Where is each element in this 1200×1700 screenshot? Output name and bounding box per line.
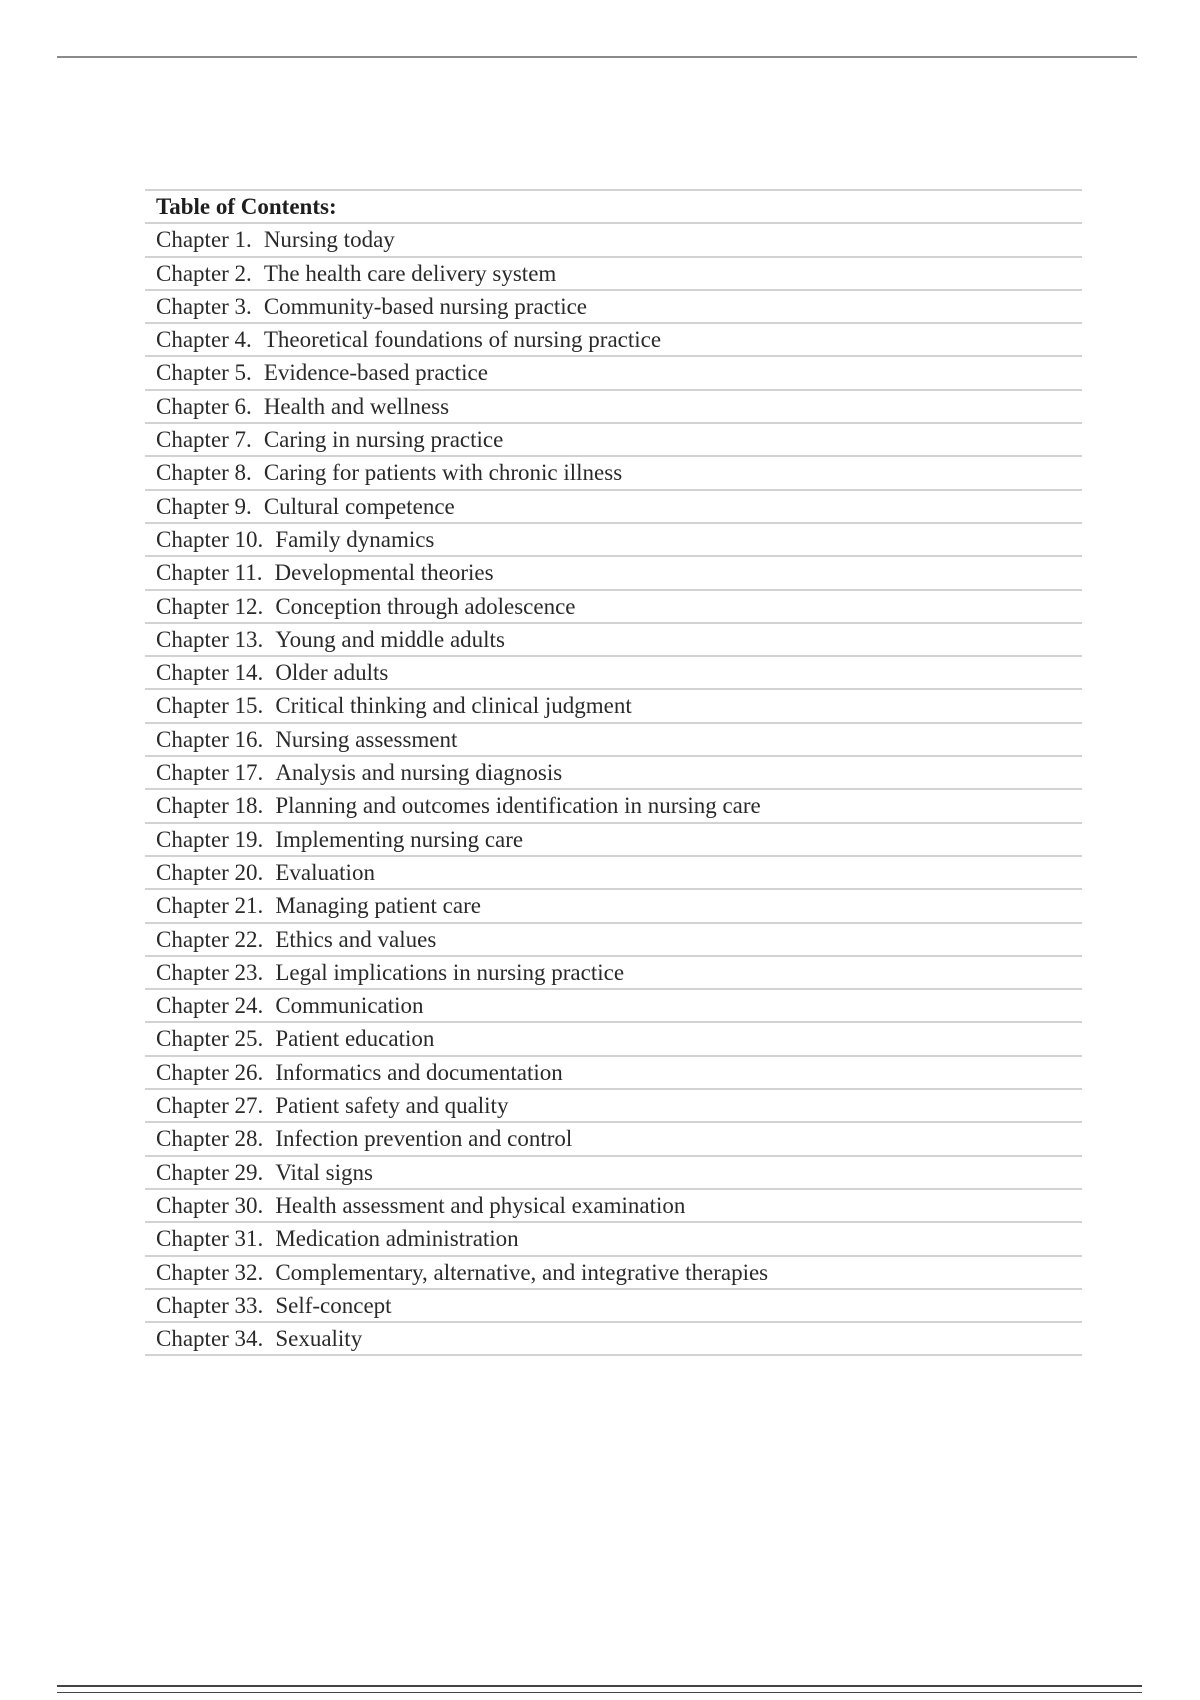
chapter-title: Informatics and documentation	[275, 1059, 563, 1085]
chapter-number: Chapter 33.	[156, 1292, 264, 1318]
toc-chapter-row	[145, 491, 1082, 524]
footer-rule-thin	[57, 1692, 1142, 1693]
toc-chapter-list	[145, 224, 1082, 1356]
chapter-title: Health and wellness	[263, 393, 450, 419]
footer-rule	[57, 1685, 1142, 1687]
toc-chapter-row	[145, 224, 1082, 257]
chapter-number: Chapter 16.	[156, 726, 264, 752]
chapter-number: Chapter 4.	[156, 327, 252, 353]
toc-chapter-row	[145, 324, 1082, 357]
toc-chapter-row	[145, 291, 1082, 324]
toc-chapter-row	[145, 1057, 1082, 1090]
toc-chapter-row	[145, 690, 1082, 723]
chapter-number: Chapter 7.	[156, 427, 252, 453]
chapter-number: Chapter 19.	[156, 826, 264, 852]
chapter-number: Chapter 9.	[156, 493, 252, 519]
chapter-title: Nursing assessment	[275, 726, 458, 752]
chapter-title: Patient education	[275, 1026, 435, 1052]
chapter-title: Analysis and nursing diagnosis	[275, 760, 563, 786]
toc-chapter-row	[145, 424, 1082, 457]
toc-chapter-row	[145, 457, 1082, 490]
chapter-title: Theoretical foundations of nursing practice	[263, 327, 662, 353]
toc-chapter-row	[145, 824, 1082, 857]
chapter-title: Critical thinking and clinical judgment	[275, 693, 632, 719]
chapter-number: Chapter 25.	[156, 1026, 264, 1052]
toc-chapter-row	[145, 990, 1082, 1023]
chapter-number: Chapter 14.	[156, 660, 264, 686]
chapter-title: Cultural competence	[263, 493, 455, 519]
chapter-number: Chapter 11.	[156, 560, 263, 586]
chapter-title: Ethics and values	[275, 926, 437, 952]
toc-chapter-row	[145, 790, 1082, 823]
chapter-title: Infection prevention and control	[275, 1126, 573, 1152]
chapter-number: Chapter 24.	[156, 993, 264, 1019]
chapter-title: Self-concept	[275, 1292, 392, 1318]
chapter-title: Planning and outcomes identification in nursing care	[275, 793, 761, 819]
toc-chapter-row	[145, 657, 1082, 690]
chapter-number: Chapter 1.	[156, 227, 252, 253]
chapter-title: Family dynamics	[275, 526, 435, 552]
chapter-title: Evaluation	[275, 859, 375, 885]
chapter-title: Developmental theories	[274, 560, 494, 586]
chapter-number: Chapter 6.	[156, 393, 252, 419]
chapter-title: Medication administration	[275, 1226, 519, 1252]
chapter-number: Chapter 22.	[156, 926, 264, 952]
toc-chapter-row	[145, 1123, 1082, 1156]
chapter-number: Chapter 32.	[156, 1259, 264, 1285]
toc-chapter-row	[145, 524, 1082, 557]
toc-heading: Table of Contents:	[145, 191, 1082, 224]
header-rule	[57, 56, 1137, 58]
chapter-number: Chapter 23.	[156, 959, 264, 985]
chapter-title: The health care delivery system	[263, 260, 557, 286]
chapter-title: Community-based nursing practice	[263, 293, 588, 319]
chapter-number: Chapter 10.	[156, 526, 264, 552]
chapter-number: Chapter 34.	[156, 1326, 264, 1352]
chapter-number: Chapter 12.	[156, 593, 264, 619]
chapter-title: Health assessment and physical examination	[275, 1192, 686, 1218]
toc-chapter-row	[145, 391, 1082, 424]
toc-chapter-row	[145, 1157, 1082, 1190]
chapter-number: Chapter 3.	[156, 293, 252, 319]
toc-chapter-row	[145, 857, 1082, 890]
chapter-number: Chapter 17.	[156, 760, 264, 786]
chapter-number: Chapter 13.	[156, 626, 264, 652]
chapter-title: Communication	[275, 993, 424, 1019]
chapter-number: Chapter 28.	[156, 1126, 264, 1152]
toc-chapter-row	[145, 1323, 1082, 1356]
chapter-title: Sexuality	[275, 1326, 363, 1352]
chapter-number: Chapter 21.	[156, 893, 264, 919]
chapter-number: Chapter 18.	[156, 793, 264, 819]
chapter-number: Chapter 29.	[156, 1159, 264, 1185]
chapter-title: Older adults	[275, 660, 389, 686]
toc-chapter-row	[145, 1223, 1082, 1256]
chapter-number: Chapter 8.	[156, 460, 252, 486]
table-of-contents	[145, 189, 1082, 1356]
chapter-number: Chapter 5.	[156, 360, 252, 386]
chapter-title: Caring in nursing practice	[263, 427, 504, 453]
toc-chapter-row	[145, 1090, 1082, 1123]
chapter-number: Chapter 20.	[156, 859, 264, 885]
toc-chapter-row	[145, 258, 1082, 291]
chapter-title: Legal implications in nursing practice	[275, 959, 625, 985]
chapter-title: Nursing today	[263, 227, 395, 253]
chapter-title: Complementary, alternative, and integrative therapies	[275, 1259, 769, 1285]
toc-chapter-row	[145, 757, 1082, 790]
toc-chapter-row	[145, 557, 1082, 590]
chapter-number: Chapter 27.	[156, 1093, 264, 1119]
chapter-number: Chapter 15.	[156, 693, 264, 719]
chapter-title: Caring for patients with chronic illness	[263, 460, 623, 486]
toc-chapter-row	[145, 1190, 1082, 1223]
toc-chapter-row	[145, 924, 1082, 957]
chapter-title: Conception through adolescence	[275, 593, 576, 619]
chapter-number: Chapter 26.	[156, 1059, 264, 1085]
chapter-title: Patient safety and quality	[275, 1093, 509, 1119]
toc-chapter-row	[145, 624, 1082, 657]
chapter-title: Vital signs	[275, 1159, 373, 1185]
toc-chapter-row	[145, 591, 1082, 624]
toc-chapter-row	[145, 724, 1082, 757]
chapter-title: Young and middle adults	[275, 626, 505, 652]
chapter-title: Managing patient care	[275, 893, 481, 919]
toc-chapter-row	[145, 357, 1082, 390]
toc-chapter-row	[145, 1257, 1082, 1290]
chapter-title: Evidence-based practice	[263, 360, 488, 386]
toc-chapter-row	[145, 1023, 1082, 1056]
chapter-number: Chapter 31.	[156, 1226, 264, 1252]
chapter-number: Chapter 2.	[156, 260, 252, 286]
toc-chapter-row	[145, 890, 1082, 923]
toc-chapter-row	[145, 957, 1082, 990]
chapter-title: Implementing nursing care	[275, 826, 524, 852]
toc-chapter-row	[145, 1290, 1082, 1323]
chapter-number: Chapter 30.	[156, 1192, 264, 1218]
